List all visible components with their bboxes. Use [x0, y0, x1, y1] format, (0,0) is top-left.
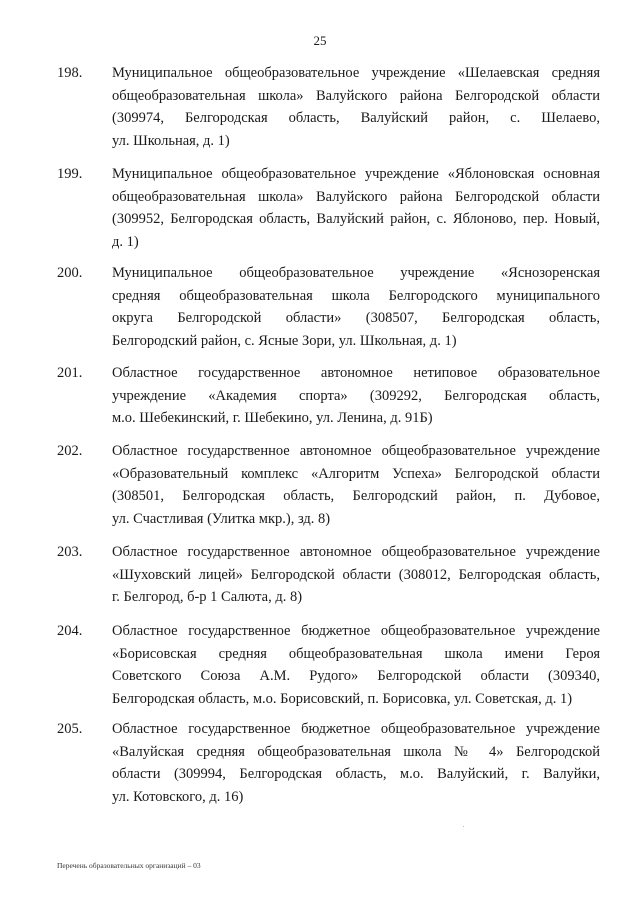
entry-line: Областное государственное автономное общеобразовательное учреждение — [112, 544, 600, 560]
entry-line: Муниципальное общеобразовательное учреждение «Яблоновская основная — [112, 166, 600, 182]
entry-text — [112, 362, 600, 430]
scan-speck — [463, 826, 464, 827]
entry-line: Муниципальное общеобразовательное учреждение «Яснозоренская — [112, 265, 600, 281]
entry-number: 199. — [57, 166, 83, 182]
entry-line: д. 1) — [112, 233, 139, 250]
entry-line: Муниципальное общеобразовательное учреждение «Шелаевская средняя — [112, 65, 600, 81]
entry-line: Областное государственное автономное общеобразовательное учреждение — [112, 443, 600, 459]
entry-line: м.о. Шебекинский, г. Шебекино, ул. Ленина, д. 91Б) — [112, 410, 433, 426]
entry-number: 203. — [57, 544, 83, 560]
entry-line: (309974, Белгородская область, Валуйский район, с. Шелаево, — [112, 110, 600, 126]
entry-number: 201. — [57, 365, 83, 381]
entry-line: средняя общеобразовательная школа Белгородского муниципального — [112, 287, 600, 304]
entry-line: «Борисовская средняя общеобразовательная школа имени Героя — [112, 645, 600, 662]
entry-text — [112, 62, 600, 152]
entry-text — [112, 163, 600, 253]
entry-line: ул. Счастливая (Улитка мкр.), зд. 8) — [112, 510, 331, 527]
entry-number: 202. — [57, 443, 83, 459]
entry-line: общеобразовательная школа» Валуйского района Белгородской области — [112, 188, 600, 205]
entry-line: (308501, Белгородская область, Белгородский район, п. Дубовое, — [112, 488, 600, 504]
entry-number: 198. — [57, 65, 83, 81]
entry-line: Белгородский район, с. Ясные Зори, ул. Школьная, д. 1) — [112, 332, 457, 349]
entry-number: 205. — [57, 721, 83, 737]
entry-line: общеобразовательная школа» Валуйского района Белгородской области — [112, 87, 600, 104]
entry-line: Областное государственное бюджетное общеобразовательное учреждение — [112, 623, 600, 639]
entry-number: 204. — [57, 623, 83, 639]
entry-line: «Шуховский лицей» Белгородской области (308012, Белгородская область, — [112, 566, 600, 583]
entry-line: области (309994, Белгородская область, м.о. Валуйский, г. Валуйки, — [112, 766, 600, 782]
entry-line: «Валуйская средняя общеобразовательная школа № 4» Белгородской — [112, 743, 600, 760]
entry-line: Советского Союза А.М. Рудого» Белгородской области (309340, — [112, 668, 600, 684]
entry-line: г. Белгород, б-р 1 Салюта, д. 8) — [112, 589, 303, 605]
entry-line: Областное государственное автономное нетиповое образовательное — [112, 365, 600, 381]
entry-text — [112, 262, 600, 352]
entry-text — [112, 541, 600, 609]
entry-line: «Образовательный комплекс «Алгоритм Успеха» Белгородской области — [112, 465, 600, 482]
entry-line: округа Белгородской области» (308507, Белгородская область, — [112, 310, 600, 326]
entry-text — [112, 440, 600, 530]
entry-line: Белгородская область, м.о. Борисовский, п. Борисовка, ул. Советская, д. 1) — [112, 690, 573, 707]
entry-number: 200. — [57, 265, 83, 281]
entry-line: ул. Школьная, д. 1) — [112, 132, 230, 149]
entry-line: ул. Котовского, д. 16) — [112, 788, 244, 805]
entry-line: (309952, Белгородская область, Валуйский район, с. Яблоново, пер. Новый, — [112, 211, 600, 227]
page-number: 25 — [313, 33, 327, 48]
entry-line: Областное государственное бюджетное общеобразовательное учреждение — [112, 721, 600, 737]
entry-text — [112, 718, 600, 808]
entry-text — [112, 620, 600, 710]
page-footer: Перечень образовательных организаций – 03 — [57, 861, 201, 870]
entry-line: учреждение «Академия спорта» (309292, Белгородская область, — [112, 387, 600, 404]
